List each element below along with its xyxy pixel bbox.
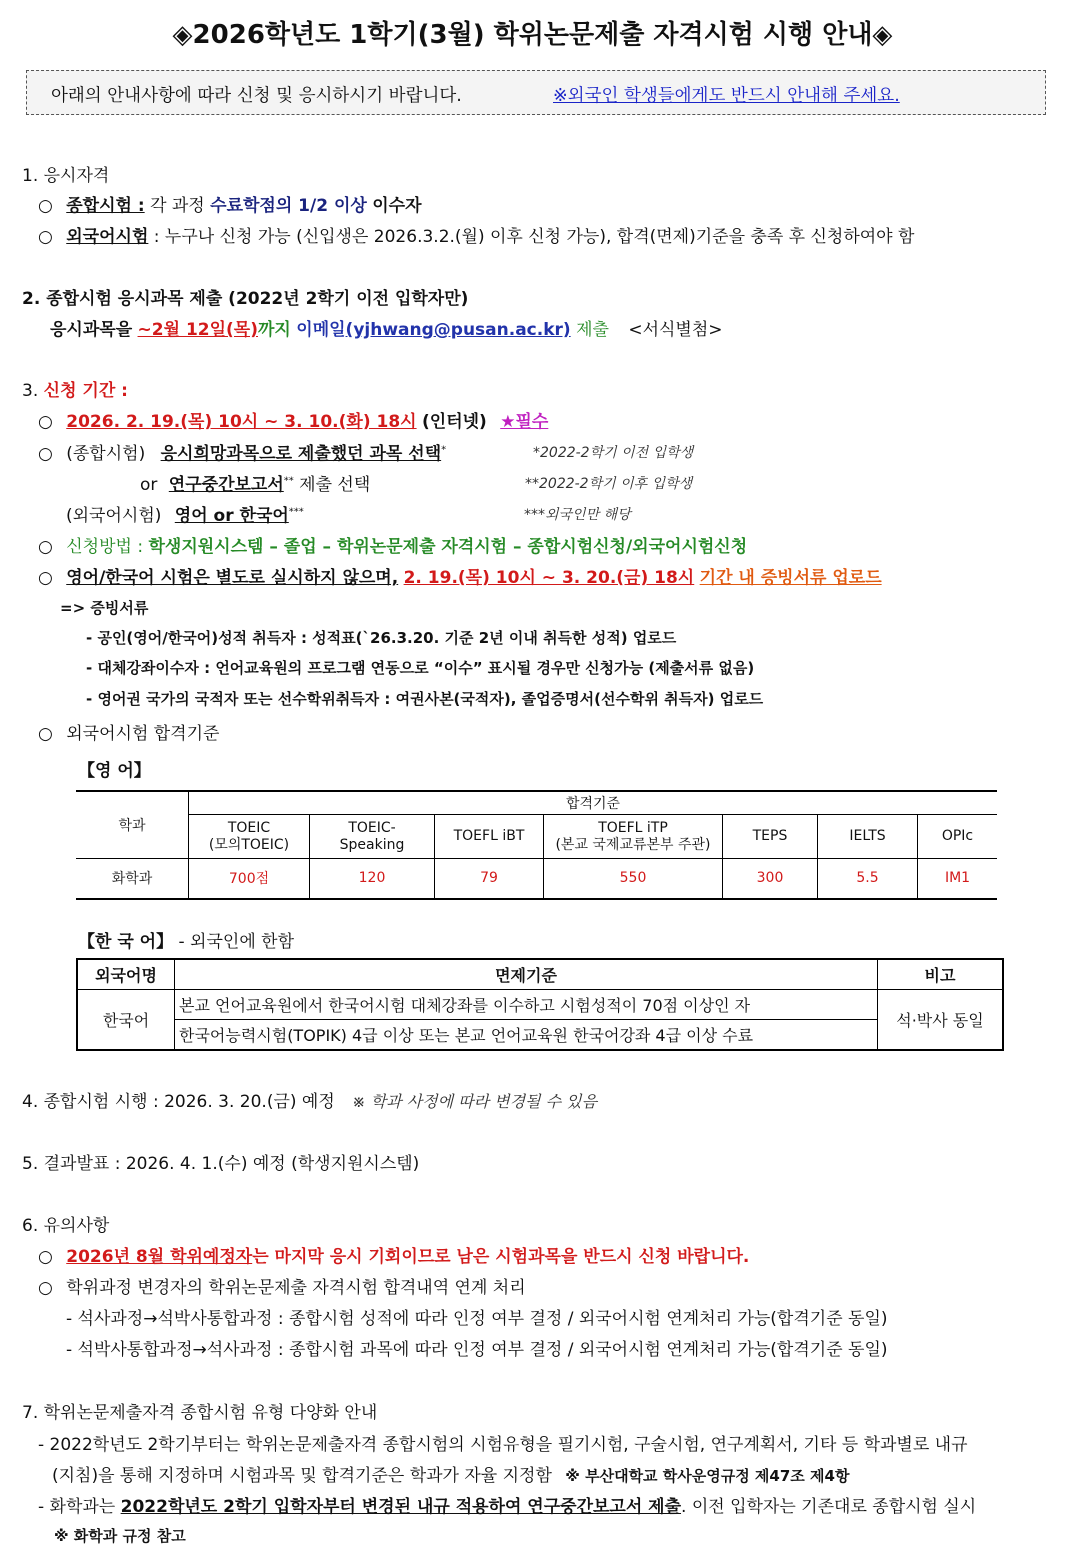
- header-criteria: 면제기준: [175, 959, 878, 990]
- text: 영어/한국어 시험은 별도로 실시하지 않으며,: [66, 568, 399, 588]
- val-toeic: 700점: [189, 859, 310, 899]
- english-label: 【영 어】: [78, 761, 151, 781]
- col-teps: TEPS: [723, 815, 818, 859]
- regulation-ref: ※ 부산대학교 학사운영규정 제47조 제4항: [565, 1467, 850, 1485]
- label: 외국어시험: [66, 227, 149, 247]
- text: 각 과정: [150, 196, 205, 216]
- val-toefl-ibt: 79: [435, 859, 544, 899]
- required-star: ★필수: [500, 412, 549, 432]
- section-6-heading: 6. 유의사항: [22, 1216, 110, 1236]
- note-3: ***외국인만 해당: [524, 507, 631, 523]
- s6-detail-2: - 석박사통합과정→석사과정 : 종합시험 과목에 따라 인정 여부 결정 / 외국어시험 연계처리 가능(합격기준 동일): [66, 1340, 888, 1360]
- col-toeic: TOEIC (모의TOEIC): [189, 815, 310, 859]
- bullet-circle: ○: [38, 1247, 53, 1267]
- header-lang: 외국어명: [77, 959, 175, 990]
- internet: (인터넷): [422, 412, 487, 432]
- s3-comp-2: [140, 470, 370, 495]
- deadline: ~2월 12일(목): [137, 320, 258, 340]
- upload-text: 기간 내 증빙서류 업로드: [699, 568, 882, 588]
- note: ※ 학과 사정에 따라 변경될 수 있음: [352, 1092, 598, 1111]
- col-toeic-speaking: TOEIC- Speaking: [310, 815, 435, 859]
- bullet-circle: ○: [38, 227, 53, 247]
- until: 까지: [258, 320, 291, 340]
- s3-method: [38, 532, 747, 557]
- col-opic: OPIc: [918, 815, 998, 859]
- korean-label: 【한 국 어】: [78, 932, 174, 952]
- bullet-circle: ○: [38, 537, 53, 557]
- korean-label-suffix: - 외국인에 한함: [178, 932, 294, 952]
- sup: **: [283, 475, 294, 487]
- period: 2026. 2. 19.(목) 10시 ~ 3. 10.(화) 18시: [66, 412, 417, 432]
- highlight: 수료학점의 1/2 이상: [210, 196, 367, 216]
- bullet-circle: ○: [38, 1278, 53, 1298]
- text-post: . 이전 입학자는 기존대로 종합시험 실시: [681, 1497, 977, 1517]
- section-3-heading: [22, 376, 128, 401]
- text: - 화학과는: [38, 1497, 116, 1517]
- english-criteria-table: [76, 790, 997, 900]
- s2-line: [50, 315, 723, 340]
- text: 제출 선택: [299, 475, 371, 495]
- sup: *: [441, 444, 447, 456]
- dept-header: 학과: [76, 791, 189, 859]
- col-toefl-itp: TOEFL iTP (본교 국제교류본부 주관): [544, 815, 723, 859]
- text: 는 마지막 응시 기회이므로 남은 시험과목을 반드시 신청 바랍니다.: [252, 1247, 750, 1267]
- s7-line-4: ※ 화학과 규정 참고: [54, 1527, 186, 1545]
- bullet-circle: ○: [38, 724, 53, 744]
- section-7-heading: 7. 학위논문제출자격 종합시험 유형 다양화 안내: [22, 1403, 378, 1423]
- s3-upload: [38, 563, 882, 588]
- header-note: 비고: [878, 959, 1004, 990]
- sup: ***: [288, 506, 304, 518]
- num: 3.: [22, 381, 39, 401]
- notice-box: [26, 70, 1046, 115]
- bullet-circle: ○: [38, 444, 53, 464]
- label: 신청방법 :: [66, 537, 144, 557]
- s3-criteria: [38, 719, 219, 744]
- table-row: [77, 1020, 1003, 1051]
- s6-item-1: [38, 1242, 749, 1267]
- val-ielts: 5.5: [818, 859, 918, 899]
- criteria-2: 한국어능력시험(TOPIK) 4급 이상 또는 본교 언어교육원 한국어강좌 4급 이상 수료: [175, 1020, 878, 1051]
- s1-item-2: [38, 222, 914, 247]
- doc-item-3: - 영어권 국가의 국적자 또는 선수학위취득자 : 여권사본(국적자), 졸업증명서(선수학위 취득자) 업로드: [86, 690, 764, 708]
- korean-criteria-table: [76, 958, 1004, 1051]
- val-teps: 300: [723, 859, 818, 899]
- val-opic: IM1: [918, 859, 998, 899]
- submit: 제출: [576, 320, 609, 340]
- email-label: 이메일: [296, 320, 346, 340]
- label: (외국어시험): [66, 506, 162, 526]
- highlight: 2022학년도 2학기 입학자부터 변경된 내규 적용하여 연구중간보고서 제출: [120, 1497, 682, 1517]
- s7-line-2: [52, 1461, 849, 1486]
- doc-item-2: - 대체강좌이수자 : 언어교육원의 프로그램 연동으로 “이수” 표시될 경우만 신청가능 (제출서류 없음): [86, 659, 755, 677]
- page-title: ◈2026학년도 1학기(3월) 학위논문제출 자격시험 시행 안내◈: [172, 20, 893, 50]
- s3-comp-1: [38, 439, 446, 464]
- s7-line-1: - 2022학년도 2학기부터는 학위논문제출자격 종합시험의 시험유형을 필기시험, 구술시험, 연구계획서, 기타 등 학과별로 내규: [38, 1435, 968, 1455]
- label: 종합시험 :: [66, 196, 145, 216]
- option: 연구중간보고서: [168, 475, 284, 495]
- criteria-header: 합격기준: [189, 791, 998, 815]
- s6-item-2: [38, 1273, 526, 1298]
- section-1-heading: 1. 응시자격: [22, 166, 110, 186]
- section-4: [22, 1087, 597, 1112]
- lang-cell: 한국어: [77, 990, 175, 1051]
- text: : 누구나 신청 가능 (신입생은 2026.3.2.(월) 이후 신청 가능), 합격(면제)기준을 충족 후 신청하여야 함: [153, 227, 915, 247]
- option: 응시희망과목으로 제출했던 과목 선택: [160, 444, 442, 464]
- val-toefl-itp: 550: [544, 859, 723, 899]
- highlight: 2026년 8월 학위예정자: [66, 1247, 253, 1267]
- or: or: [140, 475, 158, 495]
- text: 외국어시험 합격기준: [66, 724, 220, 744]
- bullet-circle: ○: [38, 196, 53, 216]
- heading: 신청 기간 :: [43, 381, 128, 401]
- text: 학위과정 변경자의 학위논문제출 자격시험 합격내역 연계 처리: [66, 1278, 526, 1298]
- s1-item-1: [38, 191, 422, 216]
- option: 영어 or 한국어: [174, 506, 289, 526]
- section-2-heading: 2. 종합시험 응시과목 제출 (2022년 2학기 이전 입학자만): [22, 289, 469, 309]
- text: 4. 종합시험 시행 : 2026. 3. 20.(금) 예정: [22, 1092, 335, 1112]
- text: (지침)을 통해 지정하며 시험과목 및 합격기준은 학과가 자율 지정함: [52, 1466, 552, 1486]
- label: (종합시험): [66, 444, 146, 464]
- email-link[interactable]: (yjhwang@pusan.ac.kr): [345, 320, 571, 340]
- docs-heading: => 증빙서류: [60, 599, 149, 617]
- bullet-circle: ○: [38, 568, 53, 588]
- note-1: *2022-2학기 이전 입학생: [533, 445, 694, 461]
- notice-highlight: ※외국인 학생들에게도 반드시 안내해 주세요.: [553, 86, 900, 106]
- note-cell: 석·박사 동일: [878, 990, 1004, 1051]
- korean-label-line: [78, 927, 294, 952]
- doc-item-1: - 공인(영어/한국어)성적 취득자 : 성적표(`26.3.20. 기준 2년 이내 취득한 성적) 업로드: [86, 629, 677, 647]
- s3-period: [38, 407, 548, 432]
- note-2: **2022-2학기 이후 입학생: [525, 476, 693, 492]
- table-row: [76, 859, 997, 899]
- text-post: 이수자: [372, 196, 422, 216]
- col-ielts: IELTS: [818, 815, 918, 859]
- s6-detail-1: - 석사과정→석박사통합과정 : 종합시험 성적에 따라 인정 여부 결정 / 외국어시험 연계처리 가능(합격기준 동일): [66, 1309, 888, 1329]
- col-toefl-ibt: TOEFL iBT: [435, 815, 544, 859]
- row-dept: 화학과: [76, 859, 189, 899]
- bullet-circle: ○: [38, 412, 53, 432]
- form-attached: <서식별첨>: [628, 320, 723, 340]
- table-row: [77, 990, 1003, 1020]
- section-5: 5. 결과발표 : 2026. 4. 1.(수) 예정 (학생지원시스템): [22, 1154, 420, 1174]
- val-toeic-speaking: 120: [310, 859, 435, 899]
- notice-text: 아래의 안내사항에 따라 신청 및 응시하시기 바랍니다.: [51, 86, 462, 106]
- text: 응시과목을: [50, 320, 133, 340]
- s7-line-3: [38, 1492, 976, 1517]
- period: 2. 19.(목) 10시 ~ 3. 20.(금) 18시: [403, 568, 695, 588]
- s3-lang: [66, 501, 304, 526]
- path: 학생지원시스템 – 졸업 – 학위논문제출 자격시험 – 종합시험신청/외국어시험신청: [148, 537, 748, 557]
- criteria-1: 본교 언어교육원에서 한국어시험 대체강좌를 이수하고 시험성적이 70점 이상인 자: [175, 990, 878, 1020]
